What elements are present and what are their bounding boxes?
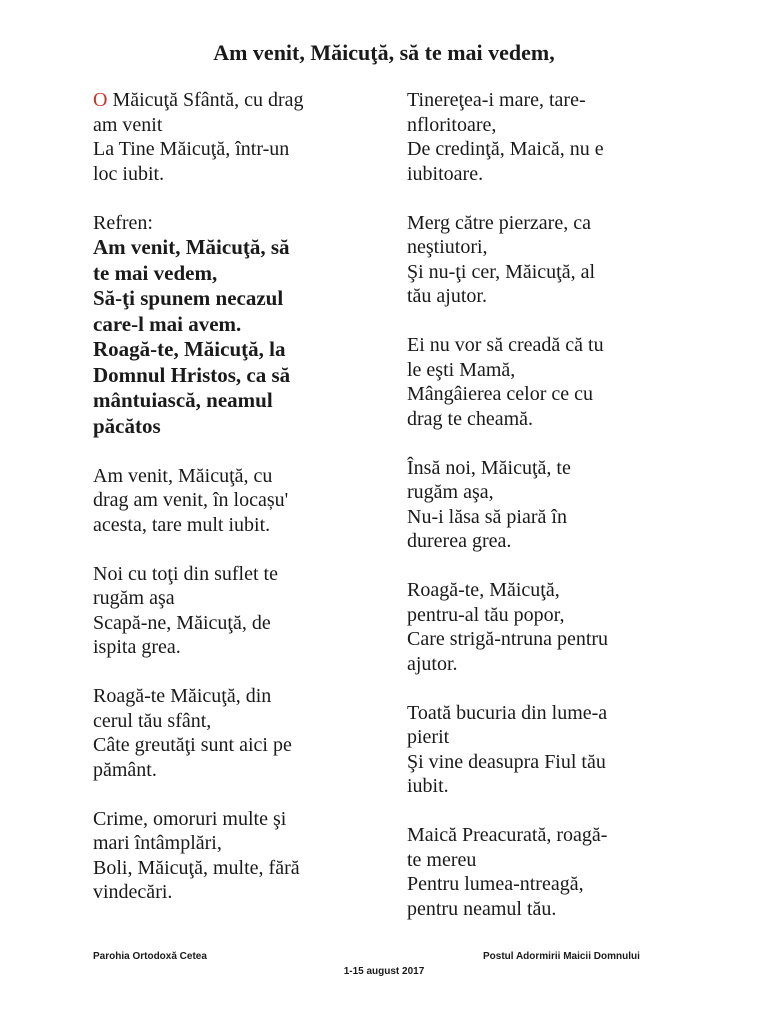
verse-line: Maică Preacurată, roagă- (407, 824, 608, 846)
verse-line: De credinţă, Maică, nu e (407, 138, 604, 160)
verse-line: Ei nu vor să creadă că tu (407, 334, 604, 356)
verse-line: loc iubit. (93, 162, 165, 185)
verse-line: Tinereţea-i mare, tare- (407, 89, 586, 111)
stanza-right-5 (407, 578, 707, 676)
verse-line: Roagă-te, Măicuţă, (407, 579, 560, 601)
verse-line: iubit. (407, 775, 449, 797)
footer-fast-name: Postul Adormirii Maicii Domnului (483, 951, 640, 962)
verse-line: Şi nu-ţi cer, Măicuţă, al (407, 260, 596, 283)
verse-line: Pentru lumea-ntreagă, (407, 873, 584, 895)
verse-line: mari întâmplări, (93, 832, 222, 854)
refrain-line: păcătos (93, 413, 161, 438)
stanza-left-5 (93, 684, 385, 782)
drop-cap: O (93, 89, 108, 111)
verse-line: acesta, tare mult iubit. (93, 513, 271, 536)
stanza-right-1 (407, 88, 707, 186)
verse-line-text: Măicuţă Sfântă, cu drag (112, 89, 304, 111)
verse-line: iubitoare. (407, 162, 484, 185)
refrain-line: te mai vedem, (93, 260, 218, 285)
stanza-left-6 (93, 807, 385, 905)
verse-line: Am venit, Măicuţă, cu (93, 464, 273, 487)
stanza-left-3 (93, 464, 385, 538)
verse-line: le eşti Mamă, (407, 358, 516, 381)
verse-line: Crime, omoruri multe şi (93, 807, 287, 830)
verse-line: pierit (407, 726, 450, 748)
left-column (93, 88, 385, 929)
verse-line: Boli, Măicuţă, multe, fără (93, 856, 300, 879)
verse-line: tău ajutor. (407, 285, 487, 307)
verse-line: Noi cu toţi din suflet te (93, 562, 278, 585)
verse-line: Toată bucuria din lume-a (407, 701, 608, 724)
verse-line: Merg către pierzare, ca (407, 211, 591, 234)
verse-line: Şi vine deasupra Fiul tău (407, 750, 606, 773)
refrain-line: care-l mai avem. (93, 311, 242, 336)
refrain-line: Să-ţi spunem necazul (93, 286, 284, 310)
stanza-right-3 (407, 333, 707, 431)
verse-line: Câte greutăţi sunt aici pe (93, 734, 292, 756)
right-column (407, 88, 707, 946)
verse-line: La Tine Măicuţă, într-un (93, 138, 290, 160)
verse-line: Care strigă-ntruna pentru (407, 628, 609, 650)
verse-line: drag te cheamă. (407, 407, 534, 430)
verse-line: ajutor. (407, 652, 458, 675)
verse-line: neştiutori, (407, 236, 488, 258)
verse-line: Nu-i lăsa să piară în (407, 505, 567, 528)
verse-line: rugăm aşa (93, 587, 175, 609)
stanza-right-6 (407, 701, 707, 799)
page-title: Am venit, Măicuţă, să te mai vedem, (213, 40, 555, 65)
verse-line: pentru neamul tău. (407, 897, 557, 920)
verse-line: ispita grea. (93, 636, 181, 658)
stanza-right-2 (407, 211, 707, 309)
footer-date: 1-15 august 2017 (343, 966, 425, 977)
footer-parish: Parohia Ortodoxă Cetea (93, 951, 207, 962)
verse-line: nfloritoare, (407, 113, 497, 136)
verse-line: pământ. (93, 758, 157, 781)
refrain-line: Am venit, Măicuţă, să (93, 235, 290, 259)
refrain (93, 211, 385, 440)
stanza-left-4 (93, 562, 385, 660)
verse-line: pentru-al tău popor, (407, 603, 565, 626)
refrain-line: mântuiască, neamul (93, 388, 273, 412)
verse-line (93, 88, 385, 113)
stanza-right-7 (407, 823, 707, 921)
verse-line: Mângâierea celor ce cu (407, 383, 593, 405)
stanza-intro (93, 88, 385, 186)
verse-line: Roagă-te Măicuţă, din (93, 685, 272, 707)
verse-line: drag am venit, în locașu' (93, 489, 289, 511)
verse-line: Scapă-ne, Măicuţă, de (93, 611, 271, 634)
verse-line: vindecări. (93, 881, 173, 903)
verse-line: Însă noi, Măicuţă, te (407, 456, 571, 479)
verse-line: rugăm aşa, (407, 481, 494, 503)
refrain-line: Roagă-te, Măicuţă, la (93, 337, 286, 361)
verse-line: cerul tău sfânt, (93, 709, 212, 732)
verse-line: te mereu (407, 848, 477, 871)
refrain-line: Domnul Hristos, ca să (93, 362, 291, 387)
stanza-right-4 (407, 456, 707, 554)
verse-line: durerea grea. (407, 530, 512, 552)
refrain-label: Refren: (93, 211, 153, 234)
verse-line: am venit (93, 113, 163, 136)
